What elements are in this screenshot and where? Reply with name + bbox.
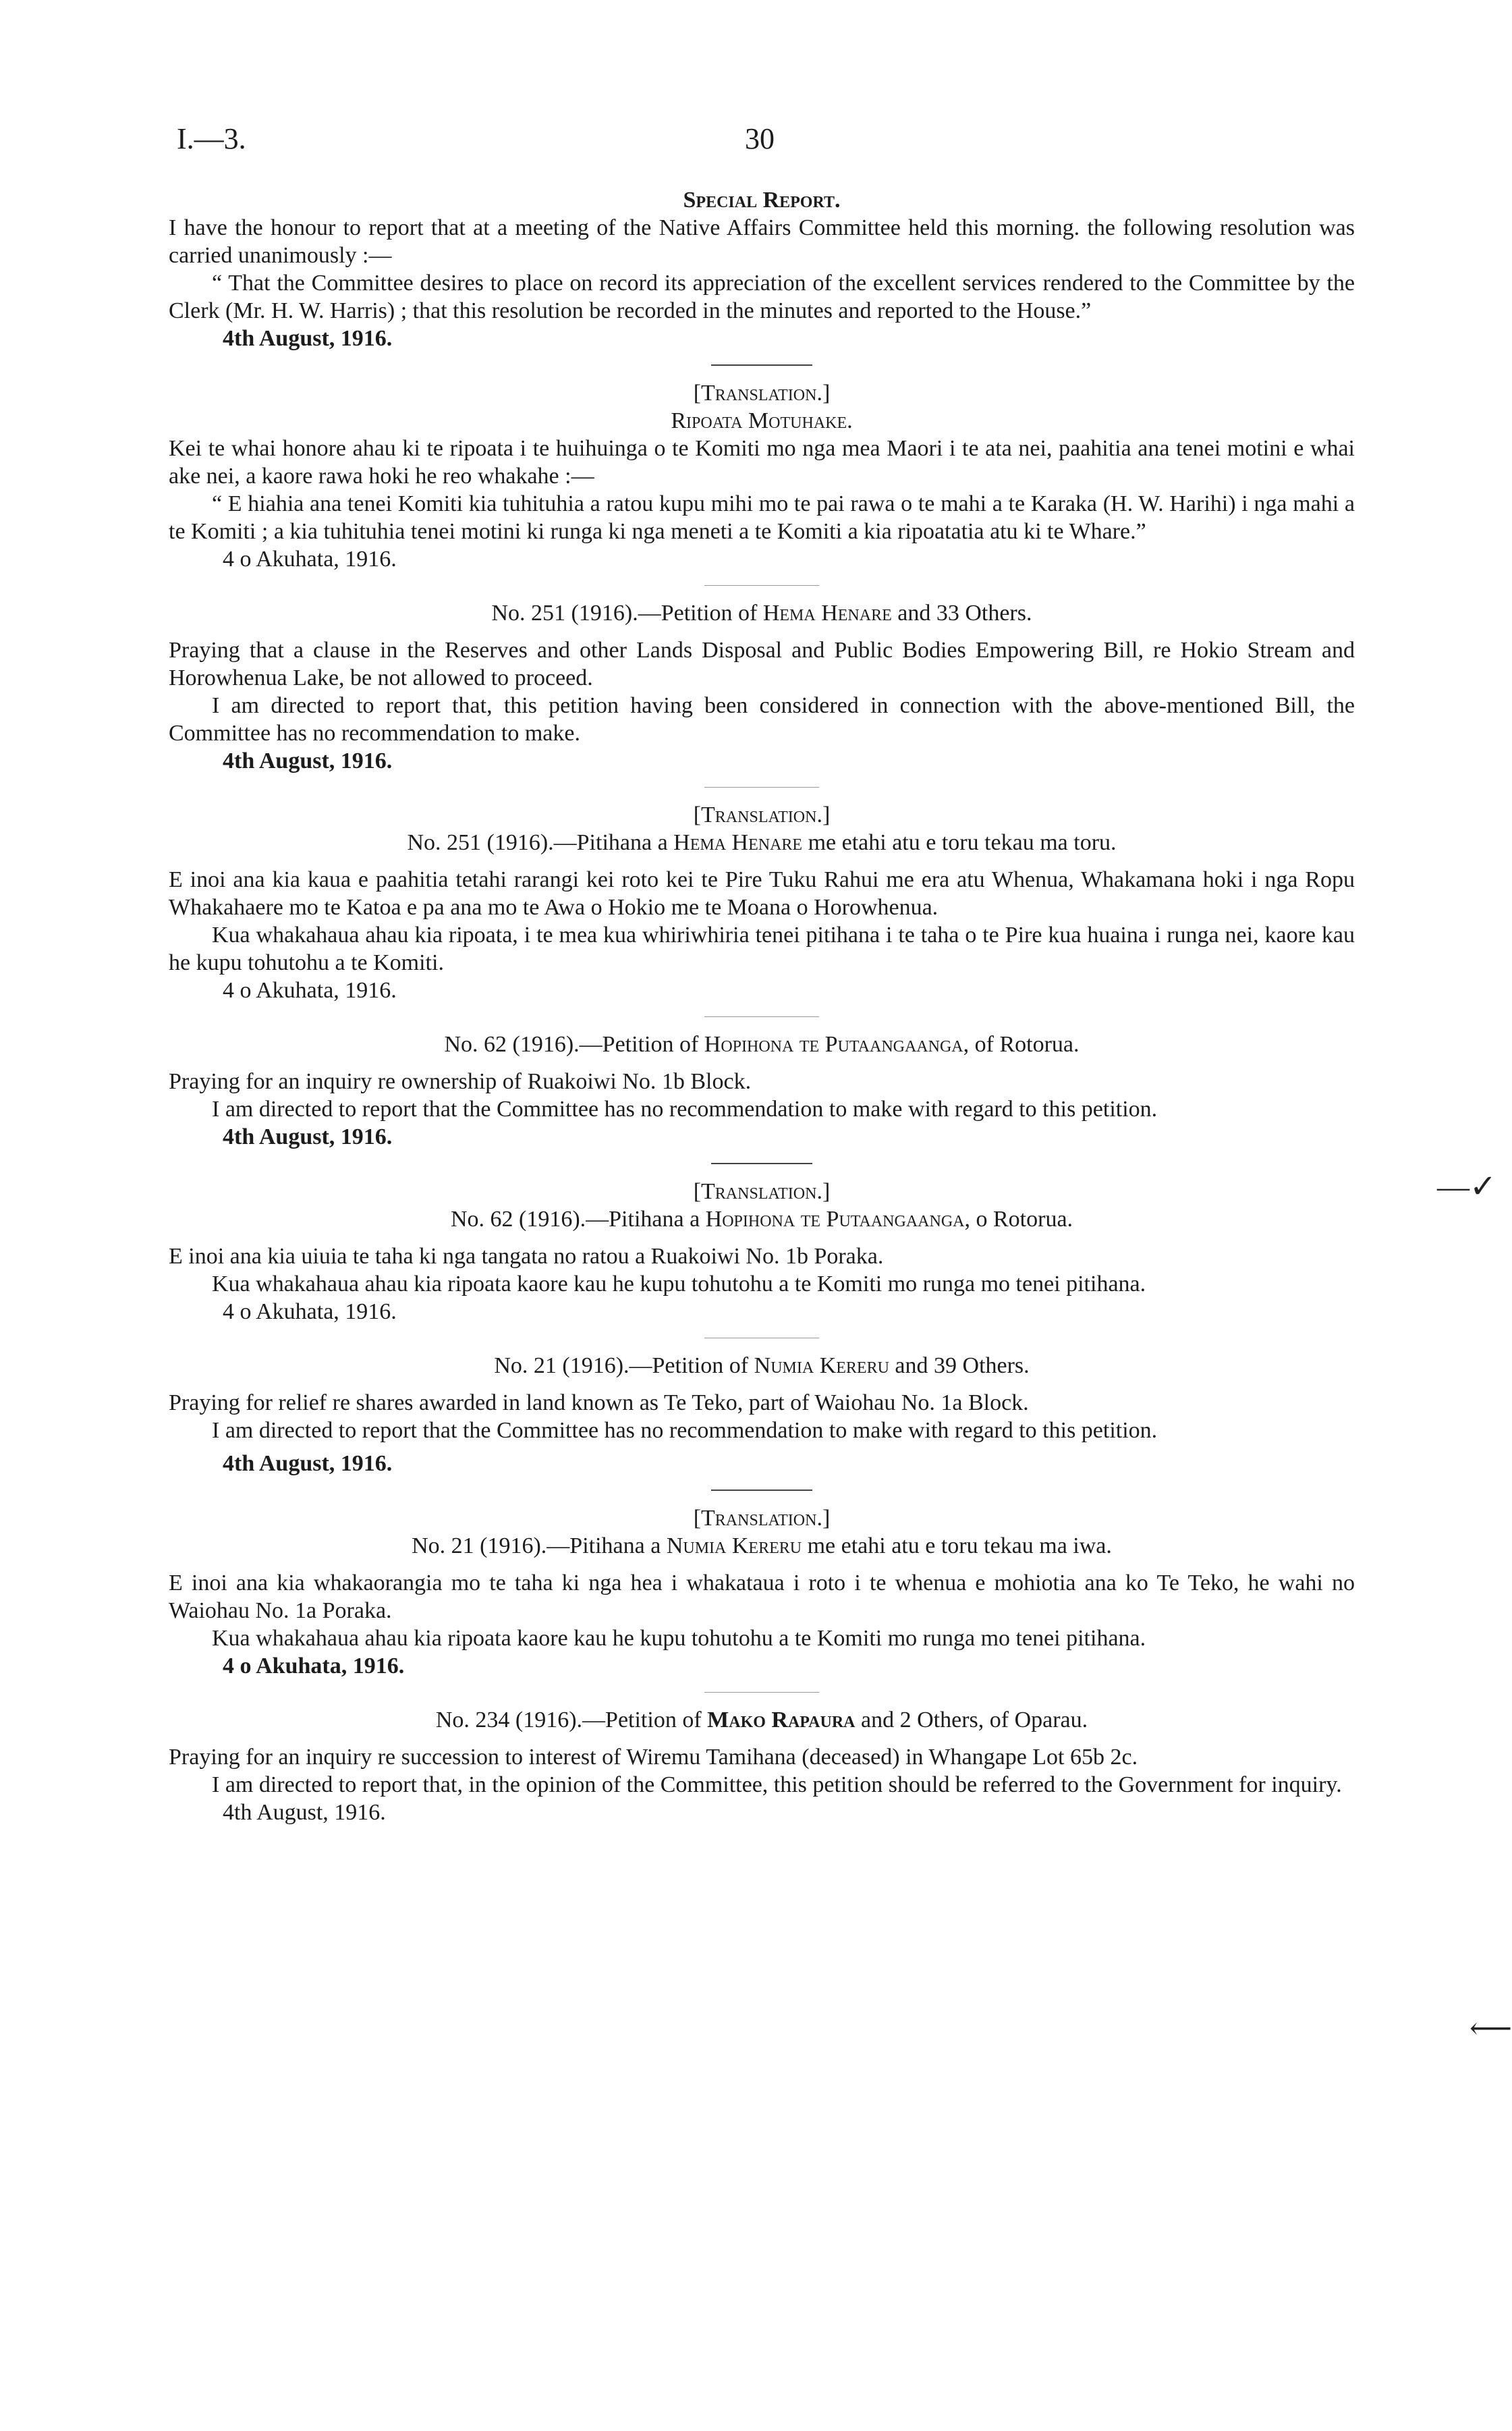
petition-date: 4th August, 1916.: [223, 1124, 393, 1149]
petition-title-suffix: and 33 Others.: [897, 601, 1032, 626]
petition-date: 4 o Akuhata, 1916.: [223, 1299, 397, 1324]
document-body: [169, 113, 1355, 1826]
petition-report: Kua whakahaua ahau kia ripoata, i te mea kua whiriwhiria tenei pitihana i te taha o te Pire kua huaina i runga nei, kaore kau he kupu tohutohu a te Komiti.: [169, 923, 1355, 975]
translation-label: [Translation.]: [693, 1506, 831, 1531]
petition-62-section: [169, 1031, 1355, 1151]
petition-inoi: E inoi ana kia whakaorangia mo te taha ki nga hea i whakataua i roto i te whenua e mohiotia ana ko Te Teko, he wahi no Waiohau No. 1a Poraka.: [169, 1570, 1355, 1623]
special-report-translation-section: [169, 379, 1355, 573]
translation-body: Kei te whai honore ahau ki te ripoata i te huihuinga o te Komiti mo nga mea Maori i te ata nei, paahitia ana tenei motini e whai ake nei, a kaore rawa hoki he reo whakahe :—: [169, 436, 1355, 489]
petition-title: [169, 1205, 1355, 1233]
section-divider: [704, 787, 819, 788]
section-divider: [704, 585, 819, 586]
translation-label: [Translation.]: [693, 802, 831, 827]
section-divider: [704, 1016, 819, 1017]
petition-title-prefix: No. 62 (1916).—Petition of: [444, 1032, 699, 1057]
petition-title-prefix: No. 234 (1916).—Petition of: [435, 1708, 702, 1732]
petition-251-section: [169, 599, 1355, 775]
petition-title-prefix: No. 251 (1916).—Pitihana a: [407, 830, 668, 855]
translation-label: [Translation.]: [693, 381, 831, 406]
petition-title: [169, 1031, 1355, 1058]
translation-date: 4 o Akuhata, 1916.: [223, 547, 397, 572]
margin-mark: —✓: [1437, 1169, 1497, 1205]
petition-report: I am directed to report that the Committee has no recommendation to make with regard to this petition.: [212, 1418, 1158, 1443]
section-divider: [711, 364, 812, 366]
petitioner-name: Mako Rapaura: [707, 1708, 856, 1732]
petitioner-name: Numia Kereru: [754, 1353, 889, 1378]
petition-21-translation-section: [169, 1504, 1355, 1680]
petition-praying: Praying for an inquiry re succession to interest of Wiremu Tamihana (deceased) in Whangape Lot 65b 2c.: [169, 1745, 1138, 1770]
translation-title: Ripoata Motuhake.: [671, 408, 853, 433]
petition-report: I am directed to report that the Committee has no recommendation to make with regard to this petition.: [212, 1097, 1158, 1122]
petition-title: [169, 599, 1355, 627]
petition-title-prefix: No. 21 (1916).—Pitihana a: [412, 1533, 661, 1558]
translation-label: [Translation.]: [693, 1179, 831, 1204]
petition-234-section: [169, 1706, 1355, 1826]
document-reference: I.—3.: [177, 122, 246, 155]
petitioner-name: Numia Kereru: [666, 1533, 802, 1558]
petition-title-prefix: No. 251 (1916).—Petition of: [491, 601, 758, 626]
petition-date: 4th August, 1916.: [223, 748, 393, 773]
petition-251-translation-section: [169, 801, 1355, 1004]
special-report-title: Special Report.: [683, 188, 841, 213]
petitioner-name: Hopihona te Putaangaanga: [704, 1032, 963, 1057]
section-divider: [711, 1163, 812, 1164]
petition-date: 4th August, 1916.: [223, 1451, 393, 1476]
petition-title-prefix: No. 62 (1916).—Pitihana a: [450, 1207, 700, 1232]
petition-title-prefix: No. 21 (1916).—Petition of: [494, 1353, 749, 1378]
petition-title-suffix: me etahi atu e toru tekau ma iwa.: [807, 1533, 1112, 1558]
petition-report: Kua whakahaua ahau kia ripoata kaore kau he kupu tohutohu a te Komiti mo runga mo tenei pitihana.: [212, 1626, 1146, 1651]
petition-title: [169, 829, 1355, 856]
petition-title-suffix: me etahi atu e toru tekau ma toru.: [808, 830, 1117, 855]
petition-praying: Praying for an inquiry re ownership of Ruakoiwi No. 1b Block.: [169, 1069, 752, 1094]
petition-title-suffix: , o Rotorua.: [964, 1207, 1073, 1232]
petitioner-name: Hema Henare: [762, 601, 892, 626]
petitioner-name: Hema Henare: [673, 830, 803, 855]
special-report-quote: “ That the Committee desires to place on record its appreciation of the excellent services rendered to the Committee by the Clerk (Mr. H. W. Harris) ; that this resolution be recorded in the minutes and reported to the House.”: [169, 271, 1355, 323]
petition-title: [169, 1532, 1355, 1560]
petition-inoi: E inoi ana kia uiuia te taha ki nga tangata no ratou a Ruakoiwi No. 1b Poraka.: [169, 1244, 884, 1269]
petition-62-translation-section: [169, 1178, 1355, 1326]
petition-title-suffix: , of Rotorua.: [963, 1032, 1080, 1057]
petition-21-section: [169, 1352, 1355, 1477]
petition-praying: Praying that a clause in the Reserves and other Lands Disposal and Public Bodies Empowering Bill, re Hokio Stream and Horowhenua Lake, be not allowed to proceed.: [169, 638, 1355, 690]
special-report-body: I have the honour to report that at a meeting of the Native Affairs Committee held this morning. the following resolution was carried unanimously :—: [169, 215, 1355, 268]
margin-mark: ⟵: [1469, 2012, 1512, 2045]
special-report-section: [169, 186, 1355, 352]
section-divider: [704, 1692, 819, 1693]
petition-report: Kua whakahaua ahau kia ripoata kaore kau he kupu tohutohu a te Komiti mo runga mo tenei pitihana.: [212, 1272, 1146, 1296]
petition-report: I am directed to report that, in the opinion of the Committee, this petition should be referred to the Government for inquiry.: [212, 1772, 1342, 1797]
petition-date: 4 o Akuhata, 1916.: [223, 1654, 405, 1678]
petition-date: 4th August, 1916.: [223, 1800, 386, 1825]
petition-title: [169, 1352, 1355, 1380]
petition-title: [169, 1706, 1355, 1734]
page-number: 30: [745, 122, 775, 155]
petition-title-suffix: and 39 Others.: [895, 1353, 1030, 1378]
translation-quote: “ E hiahia ana tenei Komiti kia tuhituhia a ratou kupu mihi mo te pai rawa o te mahi a te Karaka (H. W. Harihi) i nga mahi a te Komiti ; a kia tuhituhia tenei motini ki runga ki nga meneti a te Komiti a kia ripoatatia atu ki te Whare.”: [169, 491, 1355, 544]
petitioner-name: Hopihona te Putaangaanga: [705, 1207, 965, 1232]
section-divider: [711, 1490, 812, 1491]
special-report-date: 4th August, 1916.: [223, 326, 393, 351]
petition-praying: Praying for relief re shares awarded in land known as Te Teko, part of Waiohau No. 1a Block.: [169, 1390, 1029, 1415]
petition-date: 4 o Akuhata, 1916.: [223, 978, 397, 1003]
petition-inoi: E inoi ana kia kaua e paahitia tetahi rarangi kei roto kei te Pire Tuku Rahui me era atu Whenua, Whakamana hoki i nga Ropu Whakahaere mo te Katoa e pa ana mo te Awa o Hokio me te Moana o Horowhenua.: [169, 867, 1355, 920]
petition-report: I am directed to report that, this petition having been considered in connection with the above-mentioned Bill, the Committee has no recommendation to make.: [169, 693, 1355, 746]
petition-title-suffix: and 2 Others, of Oparau.: [861, 1708, 1088, 1732]
